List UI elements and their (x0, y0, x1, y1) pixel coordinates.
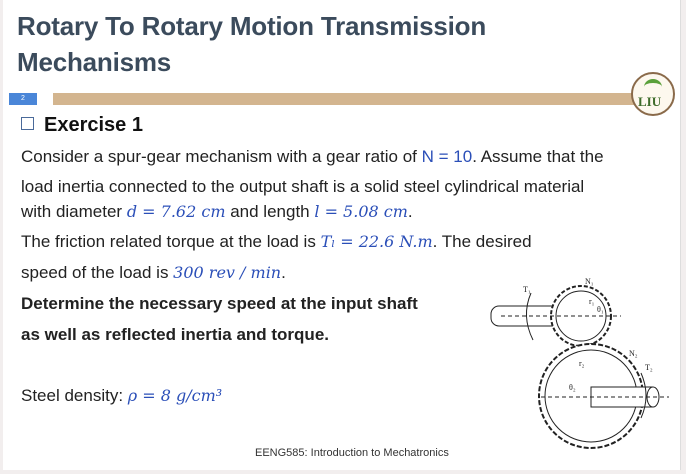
title-divider-bar (53, 93, 643, 105)
body-line-2: load inertia connected to the output shaft is a solid steel cylindrical material (21, 177, 585, 196)
task-line-1: Determine the necessary speed at the input shaft (21, 294, 418, 313)
body-line-5: speed of the load is 300 rev / min. (21, 263, 286, 282)
label-r1: r₁ (589, 297, 595, 306)
label-t2: T₂ (645, 363, 653, 372)
slide-title (17, 8, 486, 80)
body-line-3: with diameter d = 7.62 cm and length l = 5.08 cm. (21, 202, 413, 221)
exercise-heading (21, 114, 143, 137)
label-n1: N₁ (585, 278, 594, 286)
label-n2: N₂ (629, 349, 638, 358)
logo-text: LIU (638, 94, 662, 109)
body-line-4: The friction related torque at the load is Tₗ = 22.6 N.m. The desired (21, 232, 532, 251)
label-t1: T₁ (523, 285, 531, 294)
liu-logo (631, 72, 675, 116)
title-line-1: Rotary To Rotary Motion Transmission (17, 11, 487, 41)
label-theta2: θ₂ (569, 383, 576, 392)
label-r2: r₂ (579, 359, 585, 368)
body-line-1: Consider a spur-gear mechanism with a gear ratio of N = 10. Assume that the (21, 147, 604, 166)
steel-density: Steel density: ρ = 8 g/cm³ (21, 386, 223, 405)
footer-course-title: EENG585: Introduction to Mechatronics (255, 447, 449, 459)
slide (3, 0, 681, 470)
title-line-2: Mechanisms (17, 47, 172, 77)
bullet-square-icon (21, 117, 34, 130)
spur-gear-diagram (481, 278, 671, 468)
label-theta1: θ₁ (597, 305, 604, 314)
task-line-2: as well as reflected inertia and torque. (21, 325, 329, 344)
exercise-title: Exercise 1 (44, 114, 143, 136)
page-number: 2 (9, 93, 37, 105)
